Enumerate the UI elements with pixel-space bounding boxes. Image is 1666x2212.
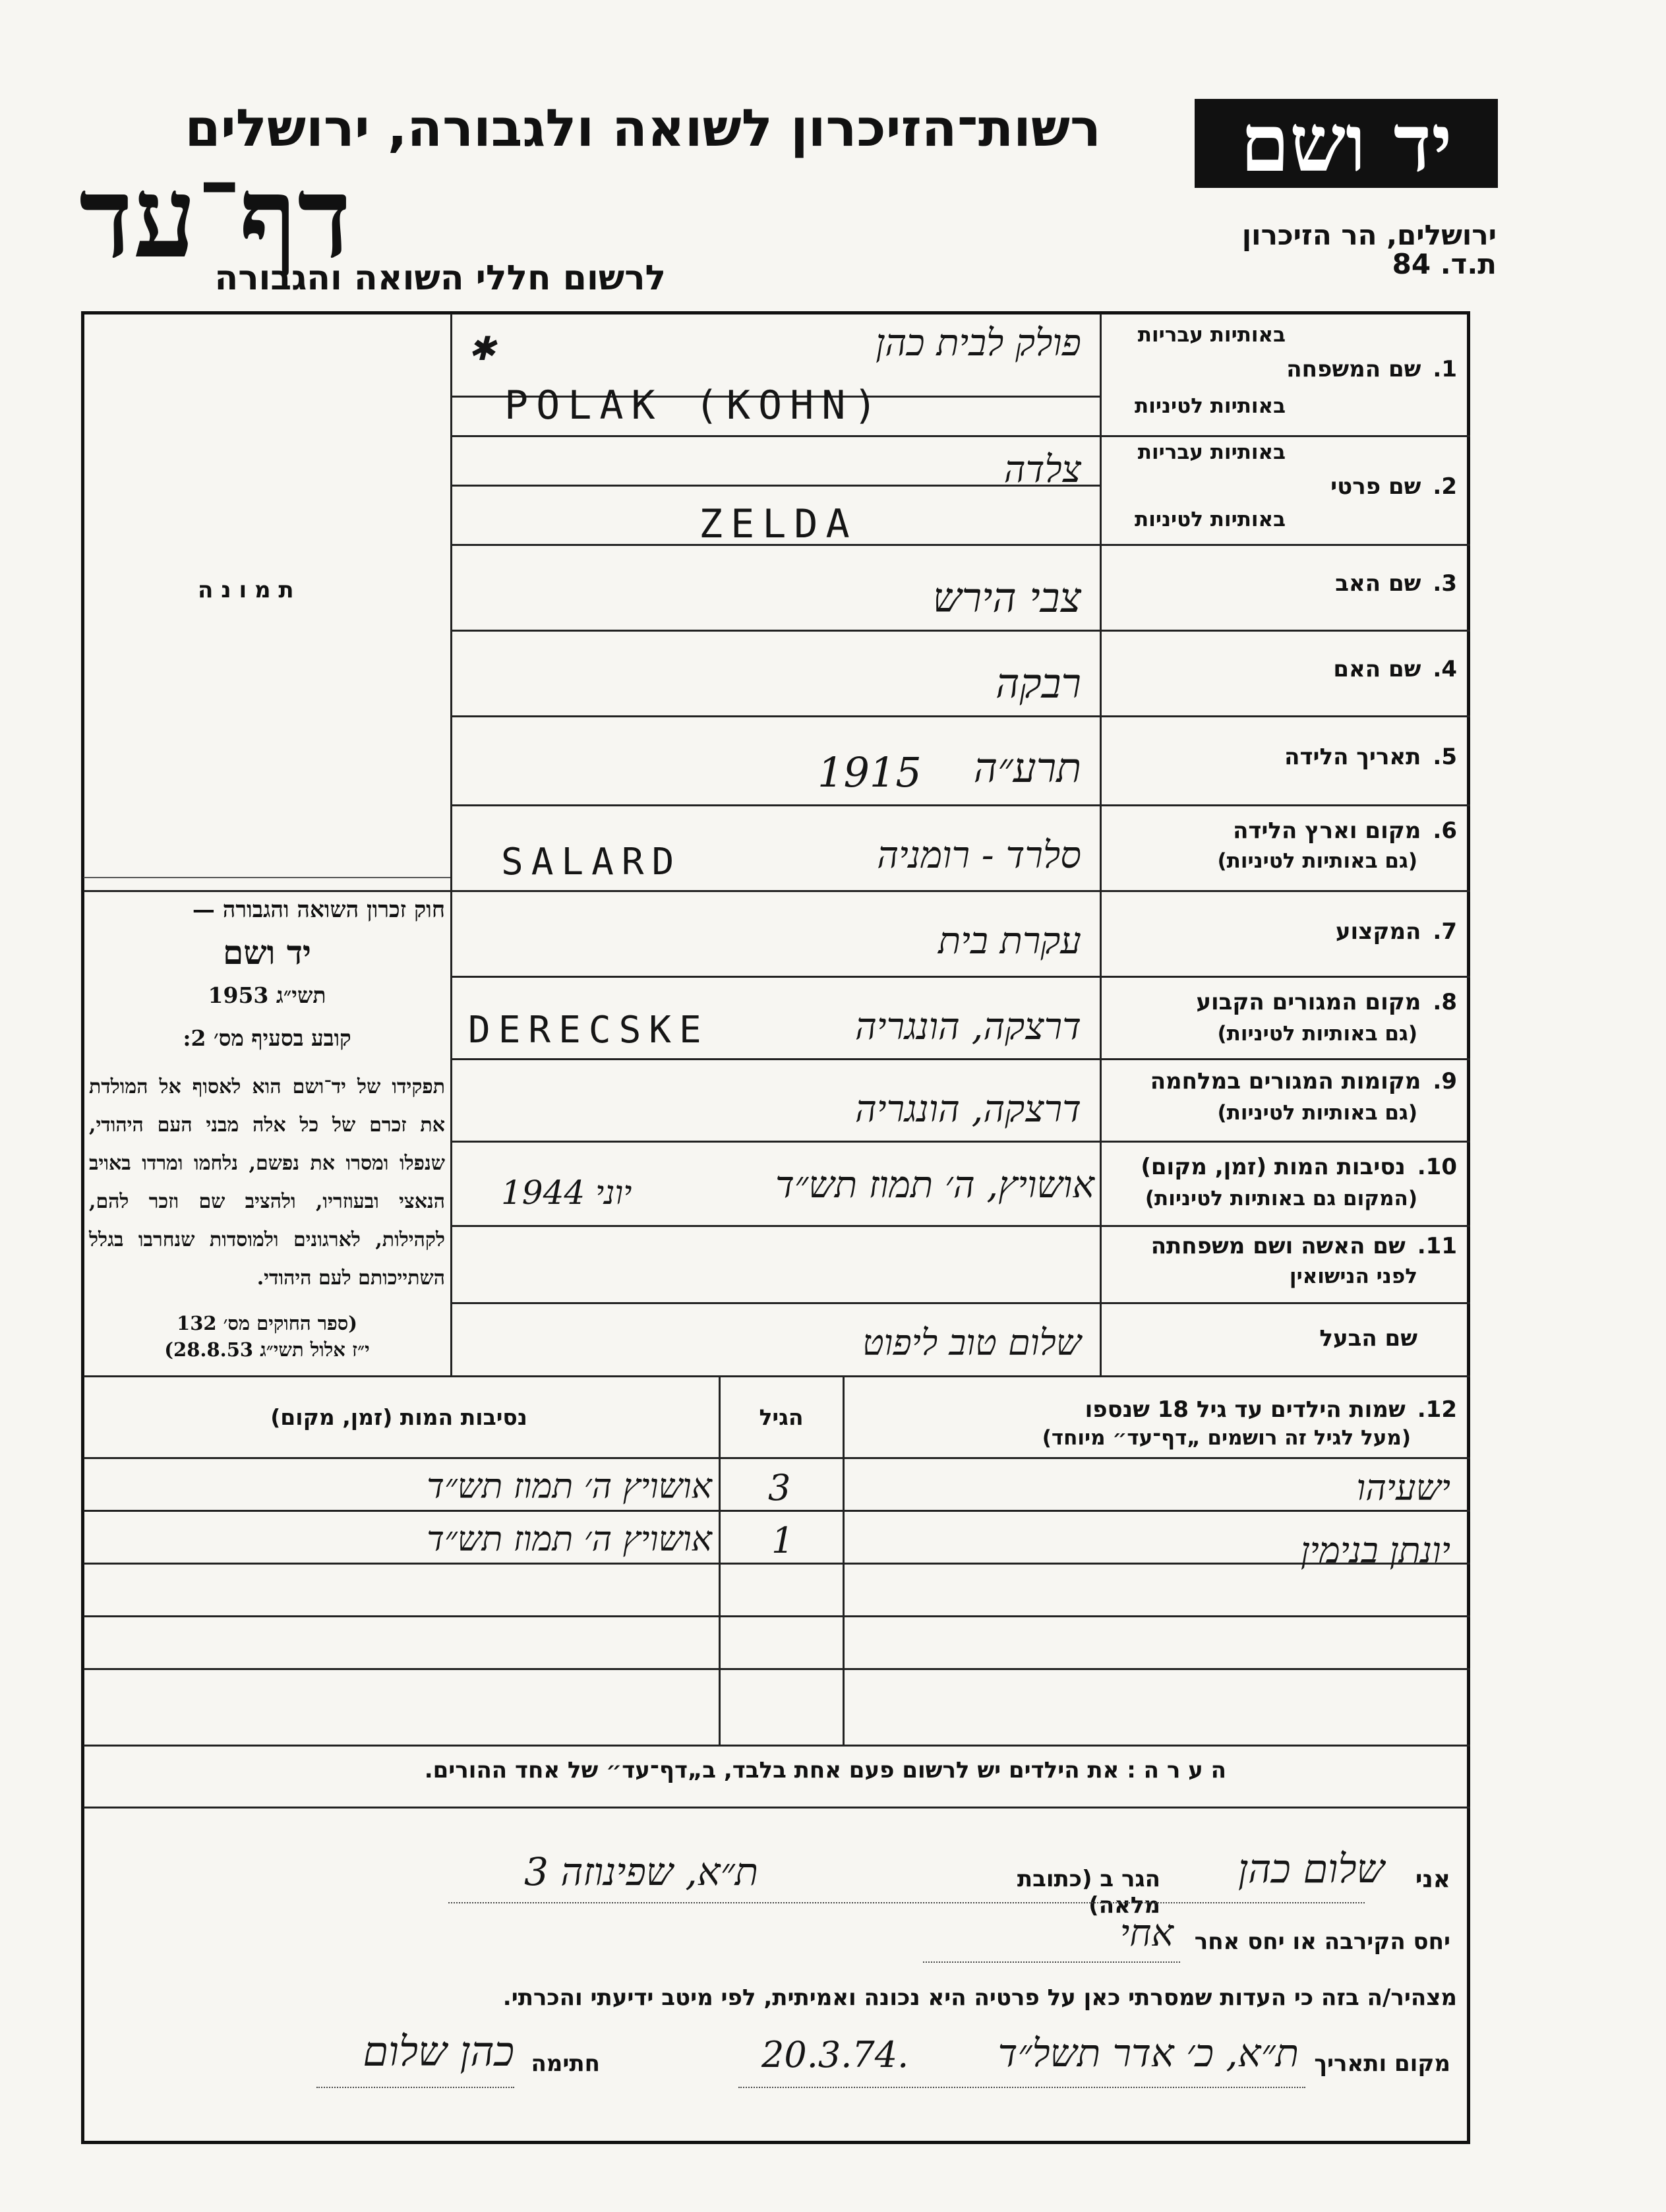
entry-birth-date-hebrew: תרע״ה [973,744,1081,792]
field-number: 2. [1433,473,1457,500]
child-death-circumstances: אושויץ ה׳ תמוז תש״ד [427,1467,712,1507]
row-divider [450,544,1470,546]
entry-residence-hebrew: דרצקה, הונגריה [855,1005,1081,1048]
yad-vashem-logo: יד ושם [1195,99,1498,188]
label-death-place-latin: (המקום גם באותיות לטיניות) [1145,1187,1417,1211]
row-divider [450,1302,1470,1304]
field-name: המקצוע [1335,918,1421,945]
law-title: חוק זכרון השואה והגבורה — [192,897,445,923]
witness-address: ת״א, שפינוזה 3 [524,1849,758,1894]
entry-residence-latin: DERECSKE [468,1009,709,1052]
form-subtitle: לרשום חללי השואה והגבורה [214,258,666,298]
law-clause: קובע בסעיף מס׳ 2: [183,1025,351,1051]
children-column-divider [843,1375,845,1745]
witness-name: שלום כהן [1237,1846,1384,1892]
children-row-divider [84,1745,1470,1747]
field-number: 5. [1433,744,1457,770]
witness-relation: אחי [1119,1912,1174,1955]
children-row-divider [84,1510,1470,1512]
field-number: 11. [1417,1233,1457,1259]
entry-surname-latin: POLAK (KOHN) [504,382,885,429]
row-divider [450,1225,1470,1227]
field-number: 6. [1433,818,1457,844]
field-name: שם המשפחה [1286,356,1421,382]
label-also-latin: (גם באותיות לטיניות) [1217,849,1417,873]
field-name: שם האשה ושם משפחתה [1150,1233,1406,1259]
label-birth-date [1114,744,1457,770]
row-divider [450,1141,1470,1143]
header-death-circumstances: נסיבות המות (זמן, מקום) [270,1404,527,1430]
field-number: 12. [1417,1396,1457,1423]
label-death-circumstances [1114,1154,1457,1180]
entry-death-date: 1944 יוני [501,1174,632,1212]
label-profession [1114,918,1457,945]
field-number: 7. [1433,918,1457,945]
field-name: נסיבות המות (זמן, מקום) [1141,1154,1406,1180]
column-divider-photo [450,314,452,1375]
address-block [1187,221,1497,279]
label-wife-maiden-name [1114,1233,1457,1259]
relation-dotted-line [923,1961,1180,1963]
label-war-residence [1114,1068,1457,1094]
label-hebrew-letters: באותיות עבריות [1137,440,1286,464]
label-place-date: מקום ותאריך [1314,2050,1450,2077]
header-age: הגיל [759,1404,804,1430]
form-title: דף־עד [79,152,351,284]
column-divider-labels [1100,314,1102,1375]
field-name: תאריך הלידה [1284,744,1421,770]
field-name: מקומות המגורים במלחמה [1150,1068,1421,1094]
entry-birth-place-hebrew: סלרד - רומניה [877,834,1081,877]
label-before-marriage: לפני הנישואין [1289,1265,1417,1288]
entry-war-residence: דרצקה, הונגריה [855,1088,1081,1131]
label-address: הגר ב (כתובת מלאה) [1017,1866,1160,1919]
place-date-hebrew: ת״א, כ׳ אדר תשל״ד [997,2031,1299,2076]
label-latin-letters: באותיות לטיניות [1135,394,1286,418]
children-column-divider [719,1375,721,1745]
row-divider-section [84,1375,1470,1377]
row-divider [84,890,1470,892]
label-latin-letters: באותיות לטיניות [1135,508,1286,531]
entry-first-name-hebrew: צלדה [1003,448,1081,491]
label-surname [1114,356,1457,382]
date-gregorian: 20.3.74. [761,2034,909,2076]
address-line-2: ת.ד. 84 [1392,248,1497,280]
field-name: שם האב [1335,570,1421,597]
children-row-divider [84,1457,1470,1459]
label-birth-place [1114,818,1457,844]
label-permanent-residence [1114,989,1457,1015]
field-name: שמות הילדים עד גיל 18 שנספו [1085,1396,1406,1423]
entry-surname-hebrew: פולק לבית כהן [876,322,1081,365]
label-mother-name [1114,656,1457,682]
children-row-divider [84,1615,1470,1617]
address-dotted-line [448,1902,1365,1903]
label-first-name [1114,473,1457,500]
children-row-divider [84,1668,1470,1670]
entry-birth-place-latin: SALARD [501,841,682,883]
label-children [857,1396,1457,1423]
field-number: 1. [1433,356,1457,382]
children-note: ה ע ר ה : את הילדים יש לרשום פעם אחת בלבד, ב„דף־עד״ של אחד ההורים. [424,1757,1226,1783]
law-year: תשי״ג 1953 [208,982,326,1008]
entry-surname-mark: ✱ [468,330,496,368]
child-age: 1 [771,1520,794,1561]
row-divider [450,630,1470,632]
label-husband-name: שם הבעל [1319,1325,1417,1352]
label-hebrew-letters: באותיות עבריות [1137,323,1286,347]
label-father-name [1114,570,1457,597]
entry-husband-name: שלום טוב ליפוט [862,1322,1081,1363]
signature-dotted-line [316,2087,514,2088]
row-divider [450,804,1470,806]
photo-box-divider [84,877,450,878]
label-signature: חתימה [531,2050,600,2077]
photo-label: ת מ ו נ ה [198,577,294,603]
law-ref-2: י״ז אלול תשי״ג 28.8.53) [164,1338,370,1361]
field-number: 3. [1433,570,1457,597]
row-divider [450,976,1470,978]
declaration-text: מצהיר/ה בזה כי העדות שמסרתי כאן על פרטיה היא נכונה ואמיתית, לפי מיטב ידיעתי והכרתי. [502,1985,1457,2011]
witness-signature: כהן שלום [363,2027,514,2076]
entry-mother-name: רבקה [996,659,1081,707]
field-name: שם האם [1333,656,1421,682]
label-relation: יחס הקירבה או יחס אחר [1194,1928,1450,1955]
law-name: יד ושם [223,933,311,972]
label-i: אני [1415,1866,1450,1893]
note-divider [84,1807,1470,1808]
label-children-note: (מעל לגיל זה רושמים „דף־עד״ מיוחד) [1042,1426,1411,1450]
law-body: תפקידו של יד־ושם הוא לאסוף אל המולדת את זכרם של כל אלה מבני העם היהודי, שנפלו ומסרו את נפשם, נלחמו ומרדו באויב הנאצי ובעוזריו, ולהציב שם וזכר להם, לקהילות, לארגונים ולמוסדות שנחרבו בגלל השתייכותם לעם היהודי. [89,1075,445,1290]
date-dotted-line [738,2087,1305,2088]
row-divider [450,435,1470,437]
organization-name: רשות־הזיכרון לשואה ולגבורה, ירושלים [185,99,1101,158]
field-name: שם פרטי [1330,473,1421,500]
entry-profession: עקרת בית [938,920,1081,963]
field-number: 10. [1417,1154,1457,1180]
address-line-1: ירושלים, הר הזיכרון [1241,219,1497,251]
law-ref-1: (ספר החוקים מס׳ 132 [177,1312,357,1334]
field-number: 4. [1433,656,1457,682]
child-age: 3 [768,1467,791,1509]
field-number: 9. [1433,1068,1457,1094]
child-name: יונתן בנימין [1300,1530,1450,1571]
field-name: מקום המגורים הקבוע [1196,989,1421,1015]
label-also-latin: (גם באותיות לטיניות) [1217,1022,1417,1046]
entry-death-place-hebrew: אושויץ, ה׳ תמוז תש״ד [775,1164,1094,1207]
entry-first-name-latin: ZELDA [699,501,858,547]
row-divider [450,1058,1470,1060]
field-name: מקום וארץ הלידה [1233,818,1421,844]
field-number: 8. [1433,989,1457,1015]
child-death-circumstances: אושויץ ה׳ תמוז תש״ד [427,1520,712,1559]
entry-father-name: צבי הירש [932,574,1081,622]
entry-birth-year: 1915 [818,748,922,796]
label-also-latin: (גם באותיות לטיניות) [1217,1101,1417,1125]
child-name: ישעיהו [1356,1467,1450,1509]
row-divider [450,715,1470,717]
